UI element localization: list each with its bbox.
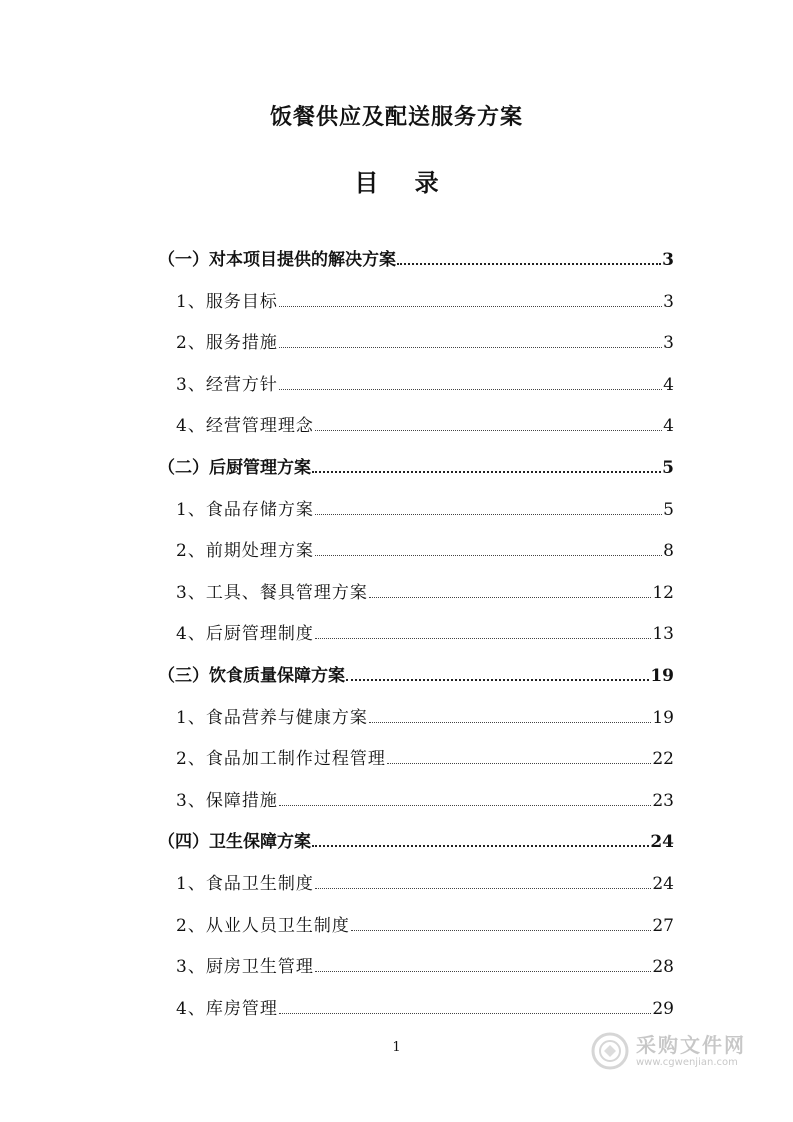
toc-leader <box>312 471 661 473</box>
toc-leader <box>279 389 662 390</box>
toc-page-number: 19 <box>652 707 674 728</box>
document-title: 饭餐供应及配送服务方案 <box>269 104 523 130</box>
toc-label: 3、厨房卫生管理 <box>176 957 314 978</box>
toc-page-number: 3 <box>663 333 674 354</box>
toc-leader <box>315 971 652 972</box>
toc-page-number: 24 <box>650 832 674 853</box>
toc-leader <box>387 763 652 764</box>
toc-label: （四）卫生保障方案 <box>158 832 311 853</box>
toc-label: 4、经营管理理念 <box>176 416 314 437</box>
toc-page-number: 3 <box>663 291 674 312</box>
toc-page-number: 12 <box>652 582 674 603</box>
toc-page-number: 29 <box>652 998 674 1019</box>
toc-entry[interactable] <box>176 699 674 729</box>
toc-label: 3、保障措施 <box>176 790 278 811</box>
toc-label: 2、前期处理方案 <box>176 541 314 562</box>
toc-label: 2、从业人员卫生制度 <box>176 915 350 936</box>
toc-label: 2、服务措施 <box>176 333 278 354</box>
toc-section[interactable] <box>158 823 674 853</box>
toc-label: 1、食品营养与健康方案 <box>176 707 368 728</box>
toc-leader <box>315 430 662 431</box>
toc-page-number: 28 <box>652 957 674 978</box>
toc-entry[interactable] <box>176 740 674 770</box>
toc-entry[interactable] <box>176 990 674 1020</box>
toc-leader <box>369 597 652 598</box>
toc-leader <box>346 679 649 681</box>
toc-leader <box>369 722 652 723</box>
toc-leader <box>315 514 662 515</box>
toc-entry[interactable] <box>176 283 674 313</box>
toc-entry[interactable] <box>176 366 674 396</box>
toc-page-number: 24 <box>652 874 674 894</box>
toc-entry[interactable] <box>176 615 674 645</box>
toc-leader <box>315 888 652 889</box>
toc-page-number: 8 <box>663 541 674 562</box>
toc-entry[interactable] <box>176 407 674 437</box>
toc-label: 1、食品存储方案 <box>176 499 314 520</box>
toc-label: 4、后厨管理制度 <box>176 624 314 645</box>
toc-label: 3、经营方针 <box>176 374 278 395</box>
toc-section[interactable] <box>158 241 674 271</box>
watermark-url: www.cgwenjian.com <box>636 1056 738 1068</box>
toc-page-number: 3 <box>662 250 674 270</box>
toc-label: 4、库房管理 <box>176 998 278 1019</box>
toc-page-number: 23 <box>652 790 674 811</box>
toc-entry[interactable] <box>176 532 674 562</box>
toc-page-number: 5 <box>663 499 674 520</box>
toc-leader <box>279 805 652 806</box>
toc-leader <box>315 555 662 556</box>
watermark-name: 采购文件网 <box>636 1032 746 1057</box>
toc-leader <box>279 306 662 307</box>
toc-leader <box>397 263 661 265</box>
toc-page-number: 27 <box>652 915 674 936</box>
watermark <box>590 1027 760 1075</box>
page-number: 1 <box>392 1040 401 1055</box>
toc-label: （二）后厨管理方案 <box>158 458 311 478</box>
toc-entry[interactable] <box>176 324 674 354</box>
toc-section[interactable] <box>158 657 674 687</box>
toc-leader <box>351 930 652 931</box>
toc-entry[interactable] <box>176 574 674 604</box>
toc-label: 2、食品加工制作过程管理 <box>176 749 386 770</box>
toc-page-number: 19 <box>650 666 674 686</box>
toc-entry[interactable] <box>176 491 674 521</box>
toc-section[interactable] <box>158 449 674 479</box>
toc-page-number: 4 <box>663 416 674 437</box>
toc-label: 1、服务目标 <box>176 291 278 312</box>
toc-label: 3、工具、餐具管理方案 <box>176 582 368 603</box>
toc-entry[interactable] <box>176 865 674 895</box>
toc-page-number: 4 <box>663 374 674 395</box>
toc-leader <box>315 638 652 639</box>
toc-heading: 目 录 <box>354 168 453 197</box>
toc-label: 1、食品卫生制度 <box>176 874 314 894</box>
toc-page-number: 13 <box>652 624 674 645</box>
toc-leader <box>279 347 662 348</box>
toc-leader <box>279 1013 652 1014</box>
toc-label: （三）饮食质量保障方案 <box>158 666 345 686</box>
toc-entry[interactable] <box>176 907 674 937</box>
toc-label: （一）对本项目提供的解决方案 <box>158 250 396 270</box>
toc-page-number: 5 <box>662 458 674 478</box>
toc-entry[interactable] <box>176 782 674 812</box>
logo-icon <box>590 1031 630 1071</box>
toc-page-number: 22 <box>652 749 674 770</box>
toc-entry[interactable] <box>176 948 674 978</box>
toc-leader <box>312 845 649 847</box>
